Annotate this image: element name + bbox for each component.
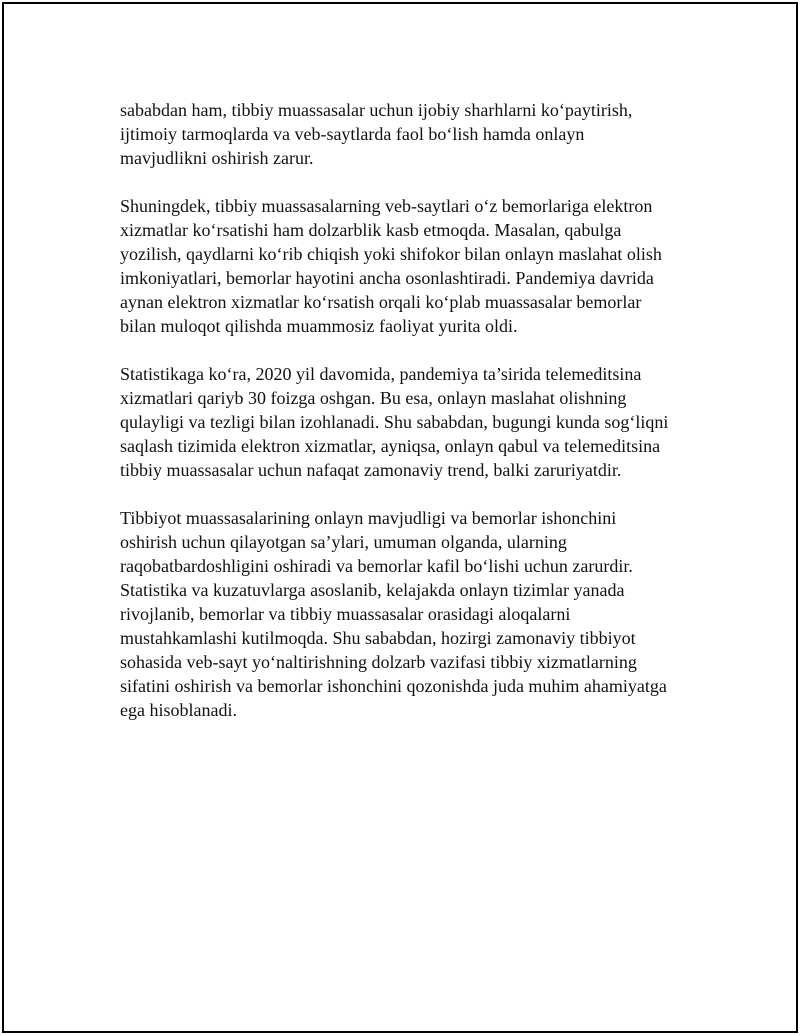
- text-line: aynan elektron xizmatlar koʻrsatish orqali koʻplab muassasalar bemorlar: [120, 292, 642, 312]
- text-line: imkoniyatlari, bemorlar hayotini ancha osonlashtiradi. Pandemiya davrida: [120, 268, 654, 288]
- text-line: xizmatlar koʻrsatishi ham dolzarblik kasb etmoqda. Masalan, qabulga: [120, 220, 622, 240]
- text-line: raqobatbardoshligini oshiradi va bemorlar kafil boʻlishi uchun zarurdir.: [120, 556, 633, 576]
- paragraph-4: [120, 506, 700, 722]
- text-line: Statistika va kuzatuvlarga asoslanib, kelajakda onlayn tizimlar yanada: [120, 580, 625, 600]
- text-line: Tibbiyot muassasalarining onlayn mavjudligi va bemorlar ishonchini: [120, 508, 617, 528]
- text-line: rivojlanib, bemorlar va tibbiy muassasalar orasidagi aloqalarni: [120, 604, 571, 624]
- paragraph-1: [120, 98, 700, 170]
- text-line: oshirish uchun qilayotgan sa’ylari, umuman olganda, ularning: [120, 532, 567, 552]
- text-line: qulayligi va tezligi bilan izohlanadi. Shu sababdan, bugungi kunda sogʻliqni: [120, 412, 669, 432]
- text-line: mavjudlikni oshirish zarur.: [120, 148, 314, 168]
- text-line: mustahkamlashi kutilmoqda. Shu sababdan, hozirgi zamonaviy tibbiyot: [120, 628, 636, 648]
- text-line: sababdan ham, tibbiy muassasalar uchun ijobiy sharhlarni koʻpaytirish,: [120, 100, 633, 120]
- text-line: sifatini oshirish va bemorlar ishonchini qozonishda juda muhim ahamiyatga: [120, 676, 667, 696]
- text-line: Statistikaga koʻra, 2020 yil davomida, pandemiya ta’sirida telemeditsina: [120, 364, 642, 384]
- text-line: bilan muloqot qilishda muammosiz faoliyat yurita oldi.: [120, 316, 518, 336]
- text-line: ijtimoiy tarmoqlarda va veb-saytlarda faol boʻlish hamda onlayn: [120, 124, 585, 144]
- paragraph-3: [120, 362, 700, 482]
- text-line: ega hisoblanadi.: [120, 700, 237, 720]
- document-body: [120, 98, 700, 746]
- text-line: Shuningdek, tibbiy muassasalarning veb-saytlari oʻz bemorlariga elektron: [120, 196, 653, 216]
- text-line: sohasida veb-sayt yoʻnaltirishning dolzarb vazifasi tibbiy xizmatlarning: [120, 652, 637, 672]
- text-line: saqlash tizimida elektron xizmatlar, ayniqsa, onlayn qabul va telemeditsina: [120, 436, 661, 456]
- text-line: tibbiy muassasalar uchun nafaqat zamonaviy trend, balki zaruriyatdir.: [120, 460, 622, 480]
- text-line: xizmatlari qariyb 30 foizga oshgan. Bu esa, onlayn maslahat olishning: [120, 388, 627, 408]
- text-line: yozilish, qaydlarni koʻrib chiqish yoki shifokor bilan onlayn maslahat olish: [120, 244, 662, 264]
- page-frame: [2, 2, 798, 1033]
- paragraph-2: [120, 194, 700, 338]
